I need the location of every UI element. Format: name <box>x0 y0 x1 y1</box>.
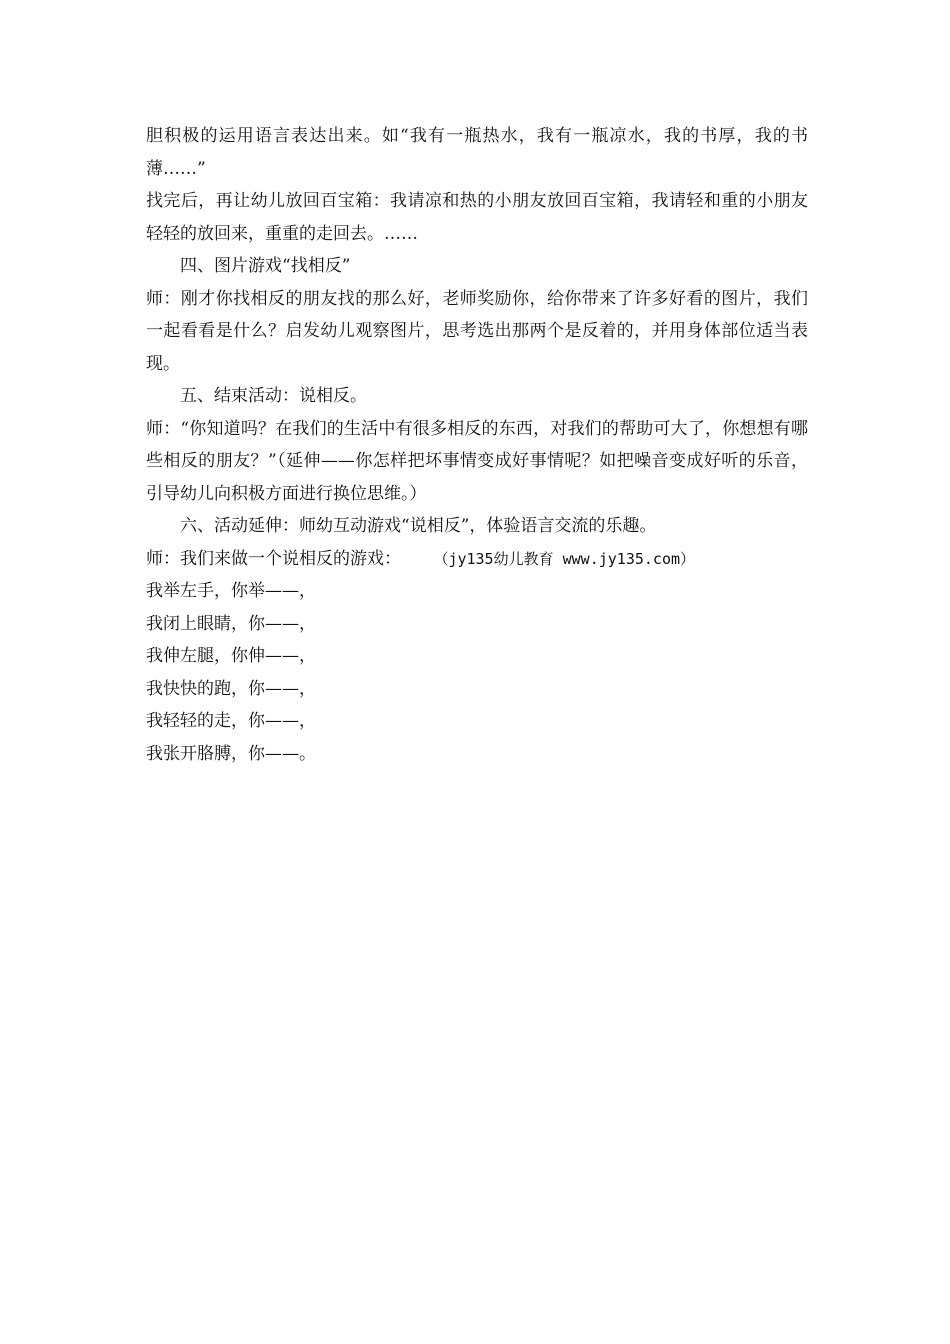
source-note: （jy135幼儿教育 www.jy135.com） <box>433 549 696 568</box>
game-line: 我快快的跑，你——， <box>146 678 316 699</box>
paragraph-2: 找完后，再让幼儿放回百宝箱：我请凉和热的小朋友放回百宝箱，我请轻和重的小朋友轻轻的放回来，重重的走回去。…… <box>146 191 808 244</box>
section-heading-4: 四、图片游戏“找相反” <box>180 256 351 276</box>
game-line: 我闭上眼睛，你——， <box>146 613 316 634</box>
game-line: 我张开胳膊，你——。 <box>146 743 316 764</box>
paragraph-4: 师：“你知道吗？在我们的生活中有很多相反的东西，对我们的帮助可大了，你想想有哪些相反的朋友？”（延伸——你怎样把坏事情变成好事情呢？如把噪音变成好听的乐音，引导幼儿向积极方面进行换位思维。） <box>146 418 808 504</box>
section-heading-5: 五、结束活动：说相反。 <box>180 386 367 406</box>
game-intro-line <box>146 543 808 576</box>
section-heading-6: 六、活动延伸：师幼互动游戏“说相反”，体验语言交流的乐趣。 <box>180 516 657 536</box>
game-intro: 师：我们来做一个说相反的游戏： <box>146 548 401 569</box>
game-line: 我轻轻的走，你——， <box>146 711 316 731</box>
paragraph-3: 师：刚才你找相反的朋友找的那么好，老师奖励你，给你带来了许多好看的图片，我们一起看看是什么？启发幼儿观察图片，思考选出那两个是反着的，并用身体部位适当表现。 <box>146 288 808 374</box>
document-page <box>146 120 808 770</box>
game-line: 我举左手，你举——， <box>146 581 316 601</box>
game-line: 我伸左腿，你伸——， <box>146 646 316 666</box>
paragraph-1: 胆积极的运用语言表达出来。如“我有一瓶热水，我有一瓶凉水，我的书厚，我的书薄……” <box>146 126 808 179</box>
